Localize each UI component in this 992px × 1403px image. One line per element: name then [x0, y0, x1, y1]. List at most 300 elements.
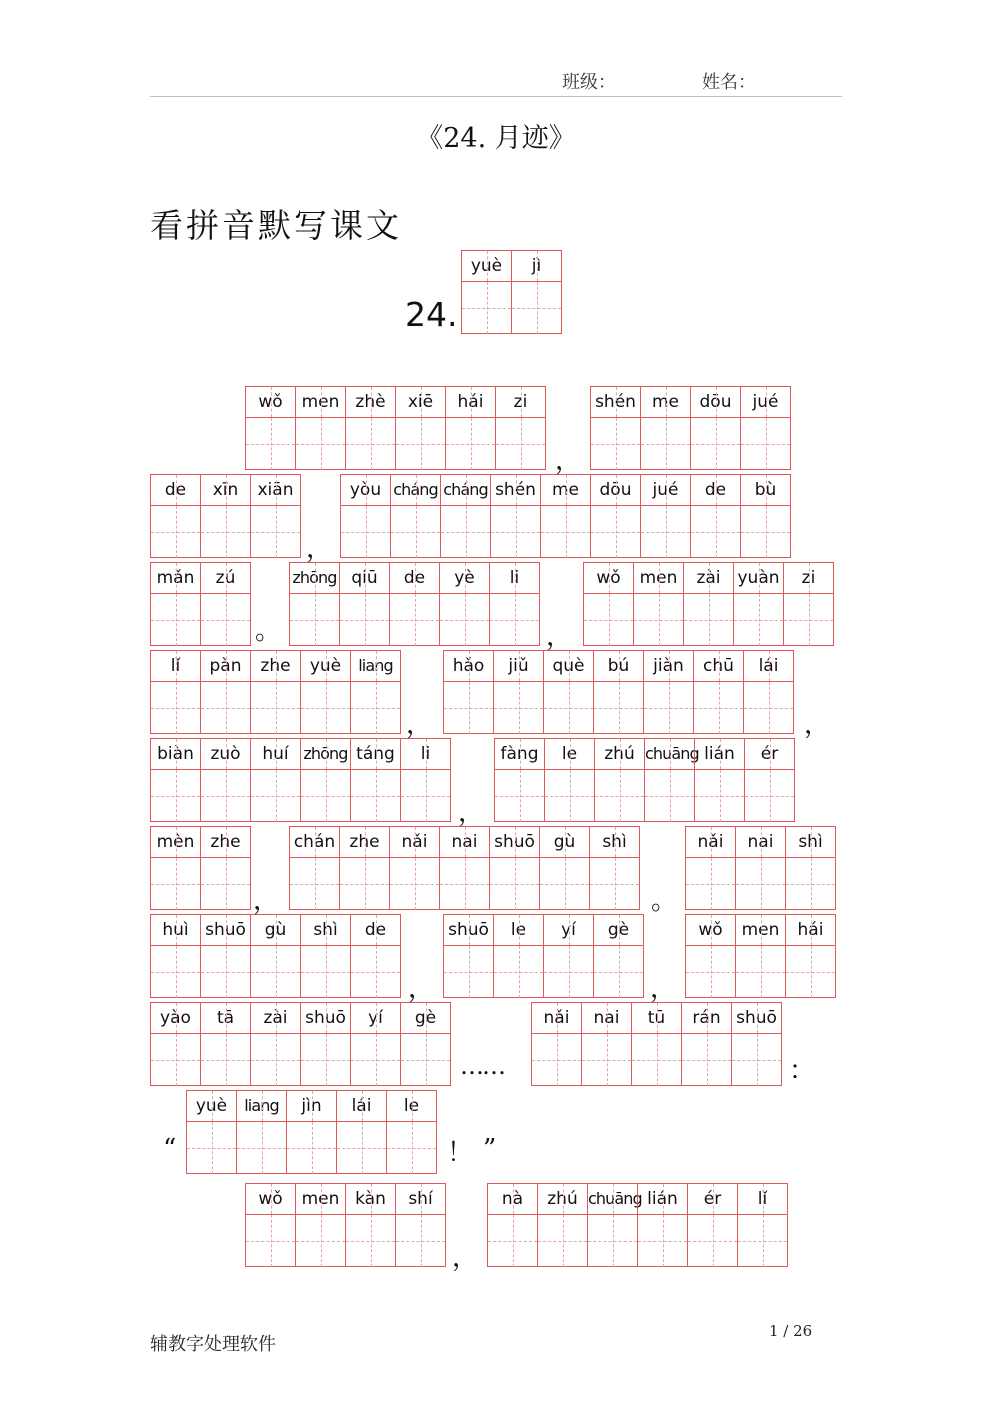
character-cell[interactable] — [687, 1183, 738, 1267]
character-cell[interactable] — [350, 738, 401, 822]
writing-box[interactable] — [301, 682, 350, 734]
character-cell[interactable] — [494, 738, 545, 822]
word-group — [245, 386, 545, 470]
character-cell[interactable] — [250, 1002, 301, 1086]
writing-box[interactable] — [541, 506, 590, 558]
character-cell[interactable] — [589, 826, 640, 910]
writing-box[interactable] — [340, 594, 389, 646]
writing-box[interactable] — [540, 858, 589, 910]
character-cell[interactable] — [250, 650, 301, 734]
writing-box[interactable] — [201, 858, 250, 910]
writing-box[interactable] — [645, 770, 694, 822]
character-cell[interactable] — [443, 914, 494, 998]
pinyin-label: wǒ — [246, 1184, 295, 1215]
writing-box[interactable] — [582, 1034, 631, 1086]
pinyin-label: zhú — [595, 739, 644, 770]
writing-box[interactable] — [741, 506, 790, 558]
character-cell[interactable] — [735, 826, 786, 910]
pinyin-label: liang — [237, 1091, 286, 1122]
character-cell[interactable] — [581, 1002, 632, 1086]
pinyin-label: chū — [694, 651, 743, 682]
character-cell[interactable] — [543, 650, 594, 734]
punctuation-mark: ， — [555, 446, 582, 476]
writing-box[interactable] — [634, 594, 683, 646]
pinyin-label: hái — [786, 915, 835, 946]
writing-box[interactable] — [538, 1215, 587, 1267]
pinyin-label: le — [494, 915, 543, 946]
pinyin-label: shuō — [444, 915, 493, 946]
writing-box[interactable] — [494, 946, 543, 998]
writing-box[interactable] — [346, 1215, 395, 1267]
punctuation-mark: ， — [408, 974, 435, 1004]
character-cell[interactable] — [150, 562, 201, 646]
character-cell[interactable] — [643, 650, 694, 734]
character-cell[interactable] — [445, 386, 496, 470]
writing-box[interactable] — [691, 506, 740, 558]
pinyin-label: zi — [784, 563, 833, 594]
name-label: 姓名： — [702, 72, 756, 93]
writing-box[interactable] — [745, 770, 794, 822]
character-cell[interactable] — [593, 914, 644, 998]
character-cell[interactable] — [443, 650, 494, 734]
writing-box[interactable] — [488, 1215, 537, 1267]
writing-box[interactable] — [638, 1215, 687, 1267]
pinyin-label: shén — [591, 387, 640, 418]
writing-box[interactable] — [440, 594, 489, 646]
writing-box[interactable] — [440, 858, 489, 910]
character-cell[interactable] — [440, 474, 491, 558]
character-cell[interactable] — [289, 826, 340, 910]
word-group — [150, 474, 300, 558]
writing-box[interactable] — [237, 1122, 286, 1174]
writing-box[interactable] — [351, 1034, 400, 1086]
pinyin-label: cháng — [441, 475, 490, 506]
writing-box[interactable] — [784, 594, 833, 646]
character-cell[interactable] — [511, 250, 562, 334]
character-cell[interactable] — [495, 386, 546, 470]
pinyin-label: fàng — [495, 739, 544, 770]
character-cell[interactable] — [531, 1002, 582, 1086]
writing-box[interactable] — [287, 1122, 336, 1174]
pinyin-label: xiān — [251, 475, 300, 506]
character-cell[interactable] — [593, 650, 644, 734]
character-cell[interactable] — [386, 1090, 437, 1174]
pinyin-label: yuè — [187, 1091, 236, 1122]
writing-box[interactable] — [187, 1122, 236, 1174]
pinyin-label: yòu — [341, 475, 390, 506]
pinyin-label: shì — [590, 827, 639, 858]
character-cell[interactable] — [350, 914, 401, 998]
pinyin-label: men — [296, 387, 345, 418]
writing-box[interactable] — [736, 858, 785, 910]
character-cell[interactable] — [389, 562, 440, 646]
writing-box[interactable] — [301, 946, 350, 998]
writing-box[interactable] — [594, 682, 643, 734]
character-cell[interactable] — [493, 914, 544, 998]
character-cell[interactable] — [631, 1002, 682, 1086]
writing-box[interactable] — [786, 946, 835, 998]
character-cell[interactable] — [289, 562, 340, 646]
pinyin-label: dōu — [691, 387, 740, 418]
writing-box[interactable] — [544, 682, 593, 734]
word-group — [340, 474, 790, 558]
character-cell[interactable] — [544, 738, 595, 822]
character-cell[interactable] — [744, 738, 795, 822]
punctuation-mark: ， — [452, 1243, 479, 1273]
punctuation-mark: 。 — [651, 886, 678, 916]
pinyin-label: què — [544, 651, 593, 682]
writing-box[interactable] — [686, 946, 735, 998]
pinyin-label: xīn — [201, 475, 250, 506]
character-cell[interactable] — [186, 1090, 237, 1174]
character-cell[interactable] — [400, 738, 451, 822]
pinyin-label: wǒ — [686, 915, 735, 946]
character-cell[interactable] — [286, 1090, 337, 1174]
character-cell[interactable] — [735, 914, 786, 998]
pinyin-label: jì — [512, 251, 561, 282]
writing-box[interactable] — [444, 682, 493, 734]
character-cell[interactable] — [733, 562, 784, 646]
pinyin-label: zhú — [538, 1184, 587, 1215]
writing-box[interactable] — [544, 946, 593, 998]
character-cell[interactable] — [461, 250, 512, 334]
writing-box[interactable] — [341, 506, 390, 558]
writing-box[interactable] — [734, 594, 783, 646]
character-cell[interactable] — [489, 562, 540, 646]
writing-box[interactable] — [686, 858, 735, 910]
character-cell[interactable] — [785, 914, 836, 998]
writing-box[interactable] — [351, 682, 400, 734]
writing-box[interactable] — [644, 682, 693, 734]
pinyin-label: yí — [544, 915, 593, 946]
writing-box[interactable] — [641, 418, 690, 470]
pinyin-label: de — [351, 915, 400, 946]
character-cell[interactable] — [200, 650, 251, 734]
pinyin-label: le — [545, 739, 594, 770]
writing-box[interactable] — [201, 682, 250, 734]
character-cell[interactable] — [339, 562, 390, 646]
writing-box[interactable] — [201, 946, 250, 998]
character-cell[interactable] — [300, 914, 351, 998]
writing-box[interactable] — [732, 1034, 781, 1086]
character-cell[interactable] — [640, 474, 691, 558]
character-cell[interactable] — [590, 474, 641, 558]
pinyin-label: yè — [440, 563, 489, 594]
character-cell[interactable] — [737, 1183, 788, 1267]
character-cell[interactable] — [587, 1183, 642, 1267]
character-cell[interactable] — [236, 1090, 287, 1174]
character-cell[interactable] — [637, 1183, 688, 1267]
pinyin-label: yuàn — [734, 563, 783, 594]
page-title: 《24. 月迹》 — [416, 123, 576, 154]
writing-box[interactable] — [741, 418, 790, 470]
word-group — [443, 914, 643, 998]
word-group — [186, 1090, 436, 1174]
pinyin-label: tā — [201, 1003, 250, 1034]
writing-box[interactable] — [512, 282, 561, 334]
character-cell[interactable] — [200, 474, 251, 558]
character-cell[interactable] — [200, 562, 251, 646]
writing-box[interactable] — [584, 594, 633, 646]
pinyin-label: yuè — [462, 251, 511, 282]
writing-box[interactable] — [491, 506, 540, 558]
character-cell[interactable] — [683, 562, 734, 646]
pinyin-label: biàn — [151, 739, 200, 770]
pinyin-label: bù — [741, 475, 790, 506]
character-cell[interactable] — [250, 914, 301, 998]
writing-box[interactable] — [151, 506, 200, 558]
writing-box[interactable] — [441, 506, 490, 558]
character-cell[interactable] — [295, 386, 346, 470]
character-cell[interactable] — [685, 914, 736, 998]
character-cell[interactable] — [400, 1002, 451, 1086]
pinyin-label: nà — [488, 1184, 537, 1215]
character-cell[interactable] — [336, 1090, 387, 1174]
character-cell[interactable] — [693, 650, 744, 734]
writing-box[interactable] — [201, 506, 250, 558]
writing-box[interactable] — [301, 770, 350, 822]
pinyin-label: li — [401, 739, 450, 770]
character-cell[interactable] — [250, 738, 301, 822]
writing-box[interactable] — [251, 946, 300, 998]
writing-box[interactable] — [495, 770, 544, 822]
pinyin-label: li — [490, 563, 539, 594]
writing-box[interactable] — [641, 506, 690, 558]
pinyin-label: bú — [594, 651, 643, 682]
writing-box[interactable] — [590, 858, 639, 910]
writing-box[interactable] — [444, 946, 493, 998]
writing-box[interactable] — [201, 1034, 250, 1086]
character-cell[interactable] — [200, 914, 251, 998]
writing-box[interactable] — [738, 1215, 787, 1267]
writing-box[interactable] — [296, 1215, 345, 1267]
character-cell[interactable] — [395, 386, 446, 470]
pinyin-label: hái — [446, 387, 495, 418]
character-cell[interactable] — [537, 1183, 588, 1267]
writing-box[interactable] — [694, 682, 743, 734]
writing-box[interactable] — [340, 858, 389, 910]
writing-box[interactable] — [401, 770, 450, 822]
header-divider — [150, 96, 842, 97]
writing-box[interactable] — [390, 858, 439, 910]
character-cell[interactable] — [590, 386, 641, 470]
pinyin-label: mǎn — [151, 563, 200, 594]
character-cell[interactable] — [245, 1183, 296, 1267]
writing-box[interactable] — [151, 594, 200, 646]
punctuation-mark: “ — [163, 1134, 177, 1164]
character-cell[interactable] — [690, 474, 741, 558]
writing-box[interactable] — [246, 1215, 295, 1267]
writing-box[interactable] — [684, 594, 733, 646]
character-cell[interactable] — [350, 650, 401, 734]
character-cell[interactable] — [300, 1002, 351, 1086]
writing-box[interactable] — [251, 506, 300, 558]
writing-box[interactable] — [246, 418, 295, 470]
writing-box[interactable] — [251, 770, 300, 822]
character-cell[interactable] — [150, 650, 201, 734]
character-cell[interactable] — [339, 826, 390, 910]
pinyin-label: táng — [351, 739, 400, 770]
character-cell[interactable] — [489, 826, 540, 910]
writing-box[interactable] — [736, 946, 785, 998]
writing-box[interactable] — [545, 770, 594, 822]
writing-box[interactable] — [290, 594, 339, 646]
word-group — [590, 386, 790, 470]
character-cell[interactable] — [300, 650, 351, 734]
character-cell[interactable] — [543, 914, 594, 998]
character-cell[interactable] — [685, 826, 736, 910]
character-cell[interactable] — [150, 1002, 201, 1086]
character-cell[interactable] — [200, 826, 251, 910]
character-cell[interactable] — [690, 386, 741, 470]
character-cell[interactable] — [583, 562, 634, 646]
character-cell[interactable] — [395, 1183, 446, 1267]
pinyin-label: hǎo — [444, 651, 493, 682]
character-cell[interactable] — [345, 386, 396, 470]
writing-box[interactable] — [251, 1034, 300, 1086]
character-cell[interactable] — [539, 826, 590, 910]
character-cell[interactable] — [594, 738, 645, 822]
character-cell[interactable] — [150, 474, 201, 558]
pinyin-label: gù — [251, 915, 300, 946]
writing-box[interactable] — [695, 770, 744, 822]
character-cell[interactable] — [390, 474, 441, 558]
character-cell[interactable] — [487, 1183, 538, 1267]
character-cell[interactable] — [493, 650, 544, 734]
word-group — [494, 738, 794, 822]
writing-box[interactable] — [494, 682, 543, 734]
writing-box[interactable] — [391, 506, 440, 558]
writing-box[interactable] — [401, 1034, 450, 1086]
character-cell[interactable] — [150, 914, 201, 998]
pinyin-label: dōu — [591, 475, 640, 506]
writing-box[interactable] — [151, 858, 200, 910]
character-cell[interactable] — [540, 474, 591, 558]
writing-box[interactable] — [151, 1034, 200, 1086]
writing-box[interactable] — [595, 770, 644, 822]
writing-box[interactable] — [532, 1034, 581, 1086]
character-cell[interactable] — [345, 1183, 396, 1267]
writing-box[interactable] — [201, 770, 250, 822]
pinyin-label: shuō — [301, 1003, 350, 1034]
writing-box[interactable] — [688, 1215, 737, 1267]
writing-box[interactable] — [351, 946, 400, 998]
writing-box[interactable] — [396, 418, 445, 470]
character-cell[interactable] — [350, 1002, 401, 1086]
writing-box[interactable] — [490, 594, 539, 646]
character-cell[interactable] — [340, 474, 391, 558]
writing-box[interactable] — [744, 682, 793, 734]
pinyin-label: men — [634, 563, 683, 594]
writing-box[interactable] — [151, 682, 200, 734]
character-cell[interactable] — [300, 738, 351, 822]
writing-box[interactable] — [396, 1215, 445, 1267]
pinyin-label: jìn — [287, 1091, 336, 1122]
character-cell[interactable] — [245, 386, 296, 470]
writing-box[interactable] — [591, 506, 640, 558]
pinyin-label: jiàn — [644, 651, 693, 682]
character-cell[interactable] — [439, 562, 490, 646]
character-cell[interactable] — [640, 386, 691, 470]
pinyin-label: nai — [582, 1003, 631, 1034]
pinyin-label: zhōng — [301, 739, 350, 770]
character-cell[interactable] — [785, 826, 836, 910]
character-cell[interactable] — [150, 826, 201, 910]
writing-box[interactable] — [337, 1122, 386, 1174]
writing-box[interactable] — [346, 418, 395, 470]
writing-box[interactable] — [691, 418, 740, 470]
pinyin-label: me — [541, 475, 590, 506]
writing-box[interactable] — [632, 1034, 681, 1086]
punctuation-mark: ， — [458, 798, 485, 828]
character-cell[interactable] — [490, 474, 541, 558]
pinyin-label: zi — [496, 387, 545, 418]
word-group — [150, 650, 400, 734]
pinyin-label: ér — [688, 1184, 737, 1215]
pinyin-label: men — [736, 915, 785, 946]
character-cell[interactable] — [731, 1002, 782, 1086]
character-cell[interactable] — [694, 738, 745, 822]
pinyin-label: mèn — [151, 827, 200, 858]
pinyin-label: rán — [682, 1003, 731, 1034]
writing-box[interactable] — [151, 770, 200, 822]
writing-box[interactable] — [351, 770, 400, 822]
character-cell[interactable] — [783, 562, 834, 646]
pinyin-label: nai — [736, 827, 785, 858]
character-cell[interactable] — [200, 738, 251, 822]
writing-box[interactable] — [151, 946, 200, 998]
pinyin-label: qiū — [340, 563, 389, 594]
character-cell[interactable] — [439, 826, 490, 910]
writing-box[interactable] — [496, 418, 545, 470]
writing-box[interactable] — [290, 858, 339, 910]
writing-box[interactable] — [387, 1122, 436, 1174]
character-cell[interactable] — [200, 1002, 251, 1086]
pinyin-label: huí — [251, 739, 300, 770]
writing-box[interactable] — [296, 418, 345, 470]
writing-box[interactable] — [390, 594, 439, 646]
character-cell[interactable] — [389, 826, 440, 910]
character-cell[interactable] — [250, 474, 301, 558]
pinyin-label: yuè — [301, 651, 350, 682]
writing-box[interactable] — [588, 1215, 637, 1267]
writing-box[interactable] — [594, 946, 643, 998]
character-cell[interactable] — [681, 1002, 732, 1086]
word-group — [150, 1002, 450, 1086]
character-cell[interactable] — [743, 650, 794, 734]
writing-box[interactable] — [462, 282, 511, 334]
character-cell[interactable] — [740, 386, 791, 470]
writing-box[interactable] — [446, 418, 495, 470]
punctuation-mark: ， — [546, 622, 573, 652]
character-cell[interactable] — [644, 738, 699, 822]
writing-box[interactable] — [251, 682, 300, 734]
writing-box[interactable] — [201, 594, 250, 646]
character-cell[interactable] — [150, 738, 201, 822]
pinyin-label: jué — [741, 387, 790, 418]
writing-box[interactable] — [490, 858, 539, 910]
writing-box[interactable] — [591, 418, 640, 470]
character-cell[interactable] — [633, 562, 684, 646]
writing-box[interactable] — [301, 1034, 350, 1086]
writing-box[interactable] — [786, 858, 835, 910]
character-cell[interactable] — [295, 1183, 346, 1267]
character-cell[interactable] — [740, 474, 791, 558]
pinyin-label: nǎi — [532, 1003, 581, 1034]
writing-box[interactable] — [682, 1034, 731, 1086]
pinyin-label: tū — [632, 1003, 681, 1034]
page-number: 1 / 26 — [769, 1322, 813, 1340]
